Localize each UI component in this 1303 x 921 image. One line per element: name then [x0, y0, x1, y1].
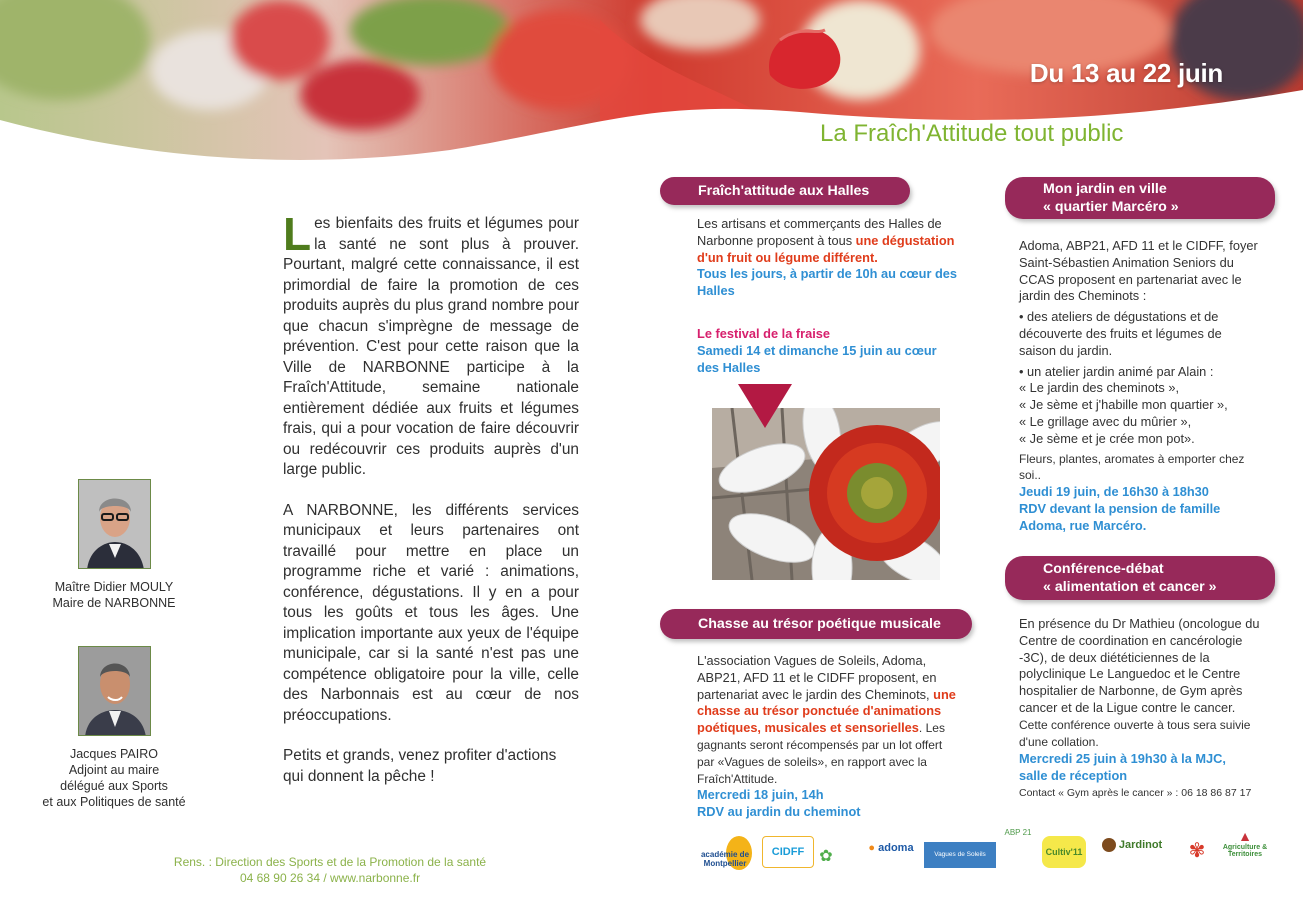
halles-text: Les artisans et commerçants des Halles de Narbonne proposent à tous [697, 216, 942, 248]
contact-line-2: 04 68 90 26 34 / www.narbonne.fr [239, 870, 421, 885]
logo-vagues: Vagues de Soleils [924, 842, 996, 868]
logo-flower-icon: ✾ [1188, 840, 1206, 862]
section-title-jardin [1005, 177, 1275, 219]
deputy-card [40, 646, 188, 810]
jardin-intro: Adoma, ABP21, AFD 11 et le CIDFF, foyer Saint-Sébastien Animation Seniors du CCAS proposent en partenariat avec le jardin des Cheminots : [1019, 238, 1258, 304]
conference-note: Cette conférence ouverte à tous sera suivie d'une collation. [1019, 717, 1251, 749]
halles-title: Fraîch'attitude aux Halles [698, 183, 870, 199]
jardin-item: « Le jardin des cheminots », [1019, 380, 1180, 396]
jardin-item: « Je sème et je crée mon pot». [1019, 430, 1195, 446]
section-title-halles [660, 177, 910, 205]
conference-where: salle de réception [1019, 768, 1128, 784]
chasse-title: Chasse au trésor poétique musicale [698, 616, 941, 632]
section-title-chasse [660, 609, 972, 639]
conference-when: Mercredi 25 juin à 19h30 à la MJC, [1019, 751, 1226, 767]
halles-highlight: une dégustation d'un fruit ou légume différent. [697, 232, 955, 265]
festival-when: Samedi 14 et dimanche 15 juin au cœur des Halles [697, 342, 937, 375]
conference-title-2: « alimentation et cancer » [1043, 579, 1217, 595]
jardin-bullet-2: • un atelier jardin animé par Alain : [1019, 363, 1214, 379]
section-title-conference [1005, 556, 1275, 600]
chasse-highlight: une chasse au trésor ponctuée d'animations poétiques, musicales et sensorielles [697, 686, 956, 736]
chasse-block [697, 653, 959, 821]
jardin-item: « Je sème et j'habille mon quartier », [1019, 397, 1228, 413]
chasse-text: L'association Vagues de Soleils, Adoma, ABP21, AFD 11 et le CIDFF proposent, en partenariat avec le jardin des Cheminots, [697, 653, 937, 702]
pointer-triangle-icon [738, 384, 792, 428]
mayor-role: Maire de NARBONNE [52, 596, 176, 610]
intro-paragraph-3: Petits et grands, venez profiter d'actions qui donnent la pêche ! [283, 747, 557, 785]
logo-agriculture: ▲ Agriculture & Territoires [1222, 828, 1268, 858]
page-subtitle: La Fraîch'Attitude tout public [820, 120, 1124, 147]
contact-info [160, 855, 500, 886]
halles-block [697, 216, 959, 376]
chasse-when: Mercredi 18 juin, 14h [697, 787, 824, 803]
jardin-block [1019, 238, 1259, 535]
logo-adoma: ● adoma [868, 842, 914, 854]
jardin-when: Jeudi 19 juin, de 16h30 à 18h30 [1019, 484, 1209, 500]
mayor-card [40, 479, 188, 611]
contact-line-1: Rens. : Direction des Sports et de la Promotion de la santé [173, 855, 487, 869]
jardin-extra: Fleurs, plantes, aromates à emporter chez soi.. [1019, 451, 1245, 483]
logo-leaf-icon: ✿ [819, 848, 833, 865]
jardin-item: « Le grillage avec du mûrier », [1019, 413, 1192, 429]
chasse-rest: . Les gagnants seront récompensés par un lot offert par «Vagues de soleils», en rapport avec la Fraîch'Attitude. [697, 721, 945, 786]
deputy-role-2: délégué aux Sports [60, 779, 168, 793]
strawberry-flower-photo [712, 408, 940, 580]
partner-logos [690, 828, 1268, 878]
logo-abp21: ABP 21 [1004, 828, 1032, 837]
logo-jardinot: Jardinot [1100, 838, 1164, 852]
mayor-name: Maître Didier MOULY [54, 580, 174, 594]
halles-when: Tous les jours, à partir de 10h au cœur des Halles [697, 266, 958, 299]
event-dates: Du 13 au 22 juin [1029, 58, 1223, 88]
jardin-title-2: « quartier Marcéro » [1043, 199, 1179, 215]
deputy-role-3: et aux Politiques de santé [42, 795, 186, 809]
conference-text: En présence du Dr Mathieu (oncologue du Centre de coordination en cancérologie -3C), de deux diététiciennes de la polyclinique Le Languedoc et le Centre hospitalier de Narbonne, de Gym après cancer et de la Ligue contre le cancer. [1019, 616, 1260, 715]
conference-contact: Contact « Gym après le cancer » : 06 18 86 87 17 [1019, 786, 1252, 799]
logo-academie: académie de Montpellier [690, 836, 760, 854]
intro-paragraph-2: A NARBONNE, les différents services municipaux et leurs partenaires ont travaillé pour mettre en place un programme riche et varié : animations, conférence, dégustations. Il y en a pour tous les goûts et tous les âges. Une implication importante aux yeux de l'équipe municipale, car si la santé n'est pas une compétence obligatoire pour la ville, celle des Narbonnais est au cœur de nos préoccupations. [283, 501, 579, 724]
deputy-name: Jacques PAIRO [69, 747, 158, 761]
logo-cultiv: Cultiv'11 [1042, 836, 1086, 868]
deputy-role-1: Adjoint au maire [68, 763, 160, 777]
intro-text [283, 208, 579, 807]
logo-cidff: CIDFF [762, 836, 814, 868]
conference-block [1019, 616, 1261, 802]
chasse-where: RDV au jardin du cheminot [697, 804, 861, 820]
mayor-photo [78, 479, 151, 569]
festival-title: Le festival de la fraise [697, 325, 831, 341]
drop-cap: L [283, 208, 312, 260]
jardin-title-1: Mon jardin en ville [1043, 181, 1167, 197]
conference-title-1: Conférence-débat [1043, 561, 1164, 577]
jardin-where: RDV devant la pension de famille Adoma, rue Marcéro. [1019, 500, 1221, 533]
jardin-bullet-1: • des ateliers de dégustations et de découverte des fruits et légumes de saison du jardin. [1019, 309, 1222, 358]
intro-paragraph-1: es bienfaits des fruits et légumes pour la santé ne sont plus à prouver. Pourtant, malgré cette connaissance, il est primordial de faire la promotion de ces produits auprès du plus grand nombre pour que chacun s'imprègne de message de prévention. C'est pour cette raison que la Ville de NARBONNE participe à la Fraîch'Attitude, semaine nationale entièrement dédiée aux fruits et légumes frais, qui a pour vocation de faire découvrir ou redécouvrir ces produits auprès d'un large public. [283, 215, 579, 478]
deputy-photo [78, 646, 151, 736]
